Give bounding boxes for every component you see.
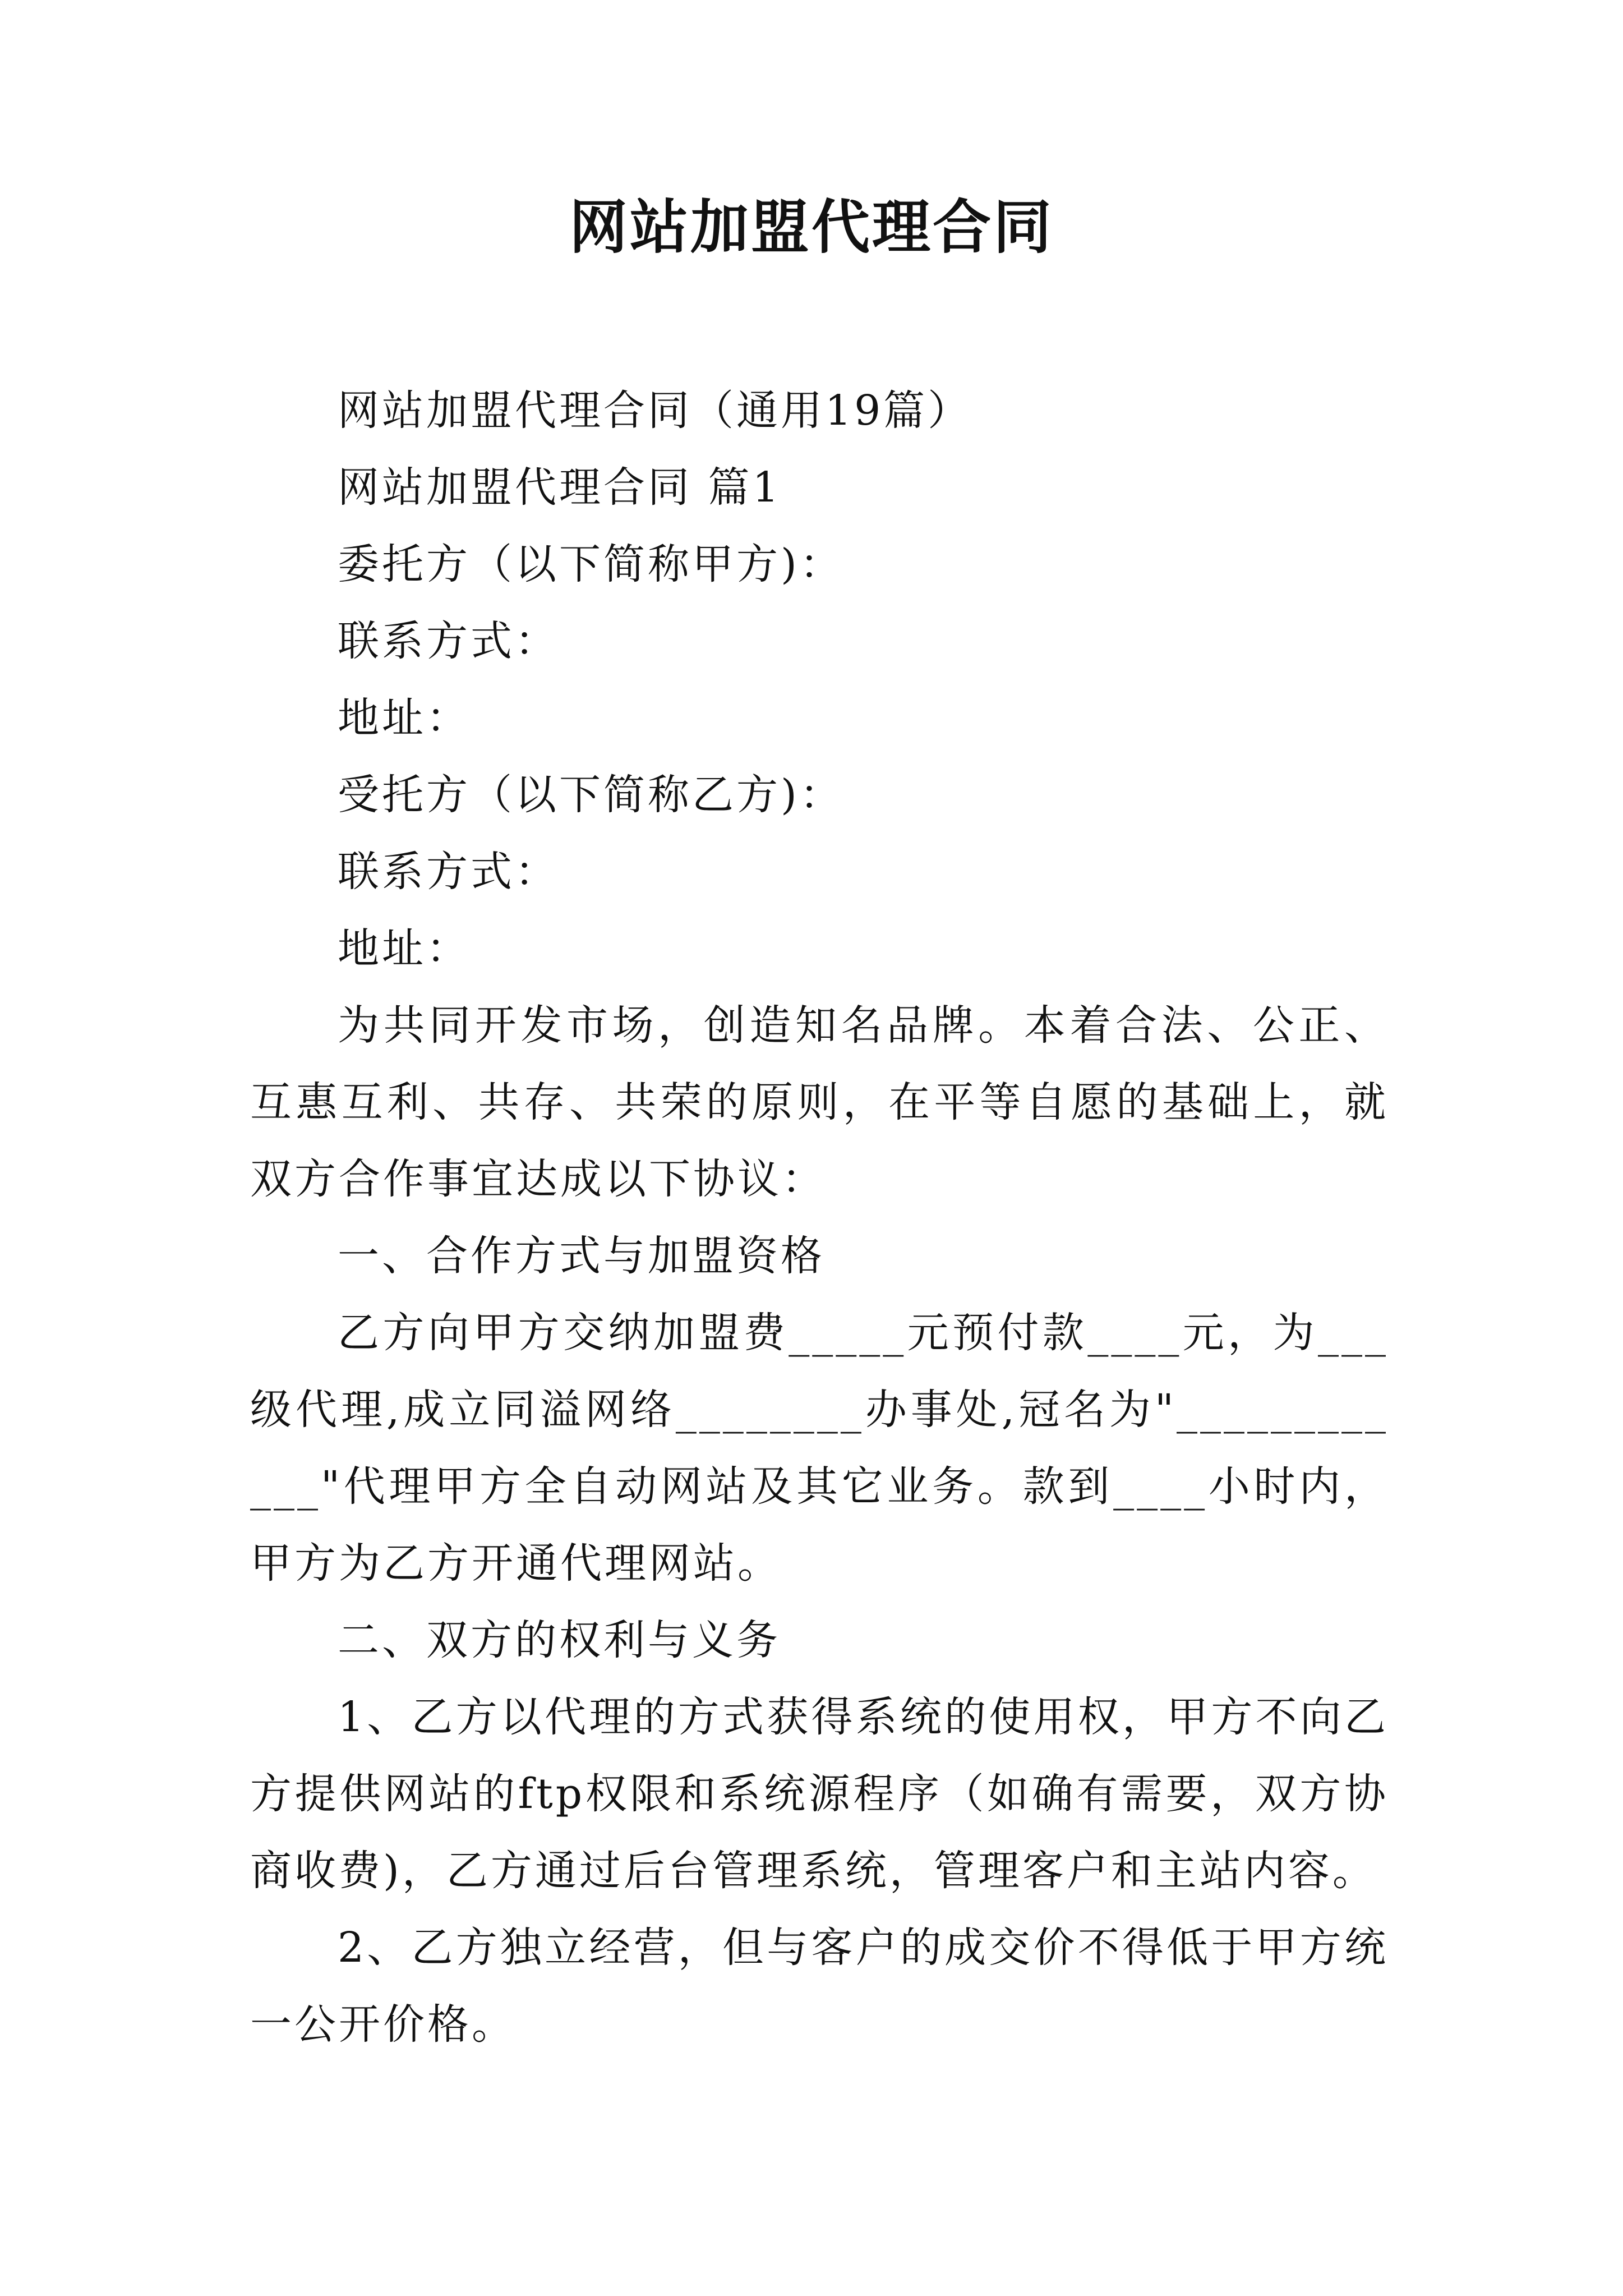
paragraph-party-a-contact: 联系方式：: [338, 617, 559, 665]
paragraph-party-b: 受托方（以下简称乙方)：: [338, 771, 844, 819]
paragraph-clause-2-item-2: 2、乙方独立经营，但与客户的成交价不得低于甲方统一公开价格。: [250, 1924, 1389, 2049]
paragraph-preamble: 为共同开发市场，创造知名品牌。本着合法、公正、互惠互利、共存、共荣的原则，在平等自愿的基础上，就双方合作事宜达成以下协议：: [250, 1001, 1389, 1203]
paragraph-party-b-contact: 联系方式：: [338, 848, 559, 896]
paragraph-clause-2-item-1: 1、乙方以代理的方式获得系统的使用权，甲方不向乙方提供网站的ftp权限和系统源程序（如确有需要，双方协商收费)，乙方通过后台管理系统，管理客户和主站内容。: [250, 1693, 1389, 1895]
paragraph-section-heading: 网站加盟代理合同 篇1: [338, 463, 782, 512]
paragraph-clause-1-body: 乙方向甲方交纳加盟费_____元预付款____元，为___级代理,成立同溢网络________办事处,冠名为"____________"代理甲方全自动网站及其它业务。款到____小时内，甲方为乙方开通代理网站。: [250, 1309, 1389, 1588]
paragraph-party-b-address: 地址：: [338, 924, 471, 973]
paragraph-clause-1-heading: 一、合作方式与加盟资格: [338, 1232, 825, 1280]
document-title: 网站加盟代理合同: [569, 192, 1054, 261]
paragraph-clause-2-heading: 二、双方的权利与义务: [338, 1616, 781, 1664]
paragraph-party-a: 委托方（以下简称甲方)：: [338, 540, 844, 588]
document-body: [250, 372, 1389, 2063]
paragraph-party-a-address: 地址：: [338, 694, 471, 742]
paragraph-subtitle: 网站加盟代理合同（通用19篇）: [338, 386, 972, 435]
